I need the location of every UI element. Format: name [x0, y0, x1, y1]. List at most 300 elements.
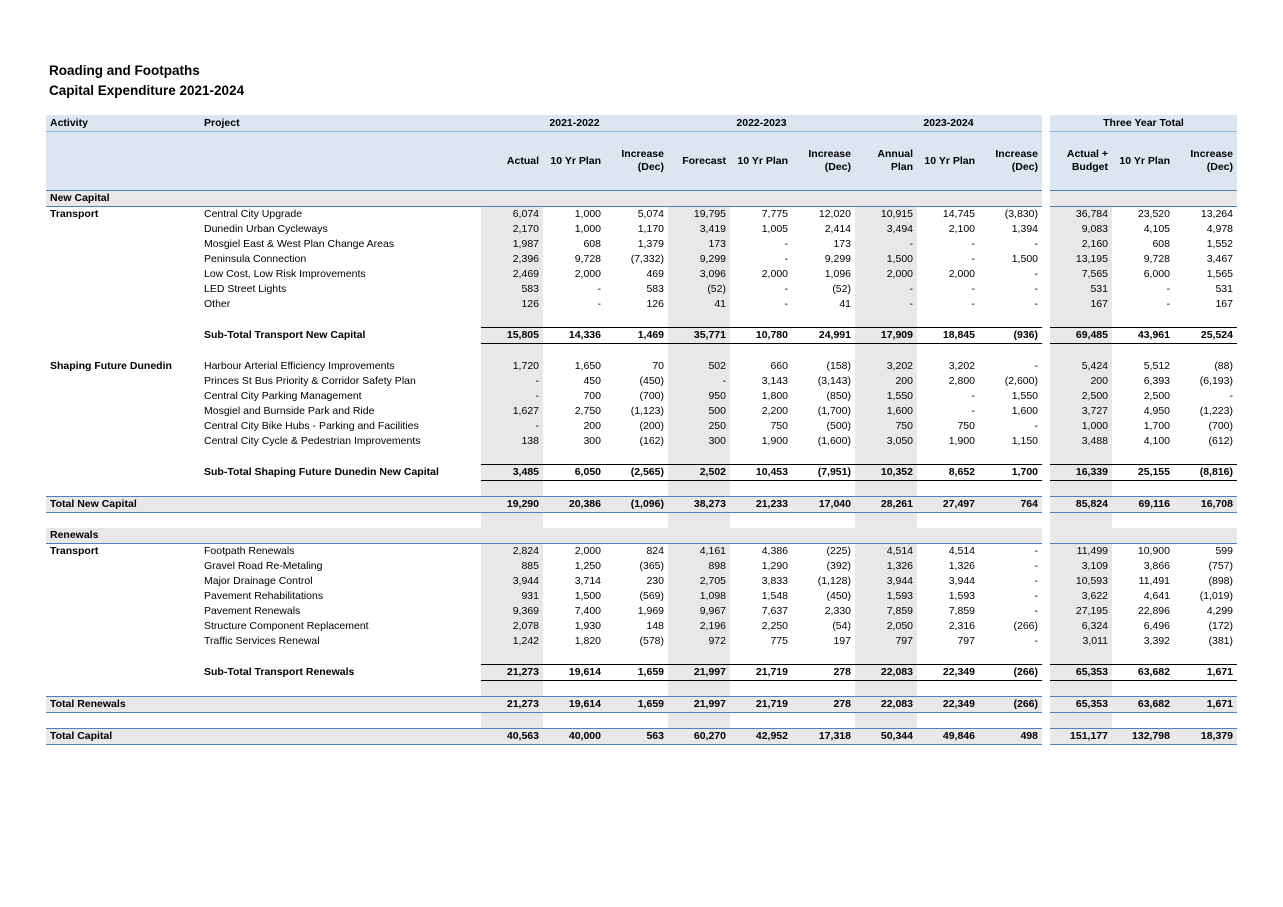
value-cell: 12,020: [818, 208, 851, 220]
value-cell: [1050, 513, 1112, 529]
value-cell: 41: [668, 297, 730, 312]
value-cell: 19,795: [668, 207, 730, 223]
project-row: [46, 544, 1237, 560]
value-cell: [855, 449, 917, 465]
value-cell: 3,866: [1143, 560, 1170, 572]
activity-cell: [46, 297, 200, 312]
value-cell: 1,700: [1143, 420, 1170, 432]
value-cell: 2,316: [948, 620, 975, 632]
project-row: [46, 297, 1237, 312]
value-cell: [917, 713, 979, 729]
value-cell: (52): [668, 282, 730, 297]
value-cell: [1174, 312, 1237, 328]
value-cell: (3,830): [1004, 208, 1038, 220]
value-cell: 1,969: [637, 605, 664, 617]
column-header: [1050, 132, 1112, 191]
value-cell: 7,565: [1050, 267, 1112, 282]
total-value: 21,273: [481, 697, 543, 713]
value-cell: [605, 344, 668, 360]
column-header-line: Increase: [995, 148, 1038, 160]
project-row: [46, 604, 1237, 619]
value-cell: 1,500: [1011, 253, 1038, 265]
value-cell: [1050, 312, 1112, 328]
spacer-row: [46, 481, 1237, 497]
project-name: LED Street Lights: [204, 283, 287, 295]
value-cell: (450): [639, 375, 664, 387]
value-cell: -: [784, 238, 788, 250]
value-cell: 300: [668, 434, 730, 449]
value-cell: 173: [833, 238, 851, 250]
total-value: (1,096): [605, 497, 668, 513]
value-cell: (266): [1013, 620, 1038, 632]
total-value: 40,000: [543, 729, 605, 745]
value-cell: [792, 513, 855, 529]
value-cell: [481, 513, 543, 529]
value-cell: [1174, 513, 1237, 529]
value-cell: 7,400: [574, 605, 601, 617]
value-cell: [792, 312, 855, 328]
section-label: New Capital: [46, 191, 1042, 207]
value-cell: (225): [826, 545, 851, 557]
value-cell: 2,000: [948, 268, 975, 280]
header-group-row: [46, 116, 1237, 132]
value-cell: [979, 649, 1042, 665]
activity-cell: [46, 374, 200, 389]
value-cell: -: [971, 238, 975, 250]
value-cell: 502: [668, 359, 730, 374]
value-cell: 1,720: [481, 359, 543, 374]
activity-cell: [46, 389, 200, 404]
value-cell: 11,499: [1050, 544, 1112, 560]
total-value: 18,379: [1174, 729, 1237, 745]
value-cell: (898): [1208, 575, 1233, 587]
value-cell: 250: [668, 419, 730, 434]
value-cell: -: [597, 283, 601, 295]
total-value: 50,344: [855, 729, 917, 745]
subtotal-label: Sub-Total Shaping Future Dunedin New Capital: [204, 466, 439, 478]
column-header: [1112, 132, 1174, 191]
project-row: [46, 222, 1237, 237]
value-cell: 27,195: [1050, 604, 1112, 619]
value-cell: 200: [1050, 374, 1112, 389]
value-cell: 3,011: [1050, 634, 1112, 649]
value-cell: -: [784, 283, 788, 295]
total-label: Total Capital: [46, 729, 481, 745]
total-value: 22,083: [855, 697, 917, 713]
value-cell: [1174, 481, 1237, 497]
value-cell: (757): [1208, 560, 1233, 572]
value-cell: 1,548: [761, 590, 788, 602]
value-cell: (88): [1214, 360, 1233, 372]
value-cell: -: [1034, 575, 1038, 587]
value-cell: 2,000: [761, 268, 788, 280]
column-header-line: Actual: [506, 154, 539, 167]
value-cell: 4,514: [855, 544, 917, 560]
value-cell: 5,074: [637, 208, 664, 220]
value-cell: 1,000: [574, 223, 601, 235]
value-cell: 6,074: [481, 207, 543, 223]
value-cell: [668, 513, 730, 529]
total-value: 1,671: [1174, 697, 1237, 713]
project-name: Peninsula Connection: [204, 253, 307, 265]
total-value: 20,386: [543, 497, 605, 513]
value-cell: -: [481, 419, 543, 434]
activity-cell: [46, 559, 200, 574]
value-cell: [605, 513, 668, 529]
value-cell: 972: [668, 634, 730, 649]
value-cell: 9,083: [1050, 222, 1112, 237]
value-cell: 10,593: [1050, 574, 1112, 589]
total-value: 19,290: [481, 497, 543, 513]
value-cell: 7,859: [948, 605, 975, 617]
total-label: Total New Capital: [46, 497, 481, 513]
value-cell: (700): [1208, 420, 1233, 432]
value-cell: 1,098: [668, 589, 730, 604]
project-name: Major Drainage Control: [204, 575, 313, 587]
value-cell: [979, 481, 1042, 497]
column-header: [730, 132, 792, 191]
value-cell: (200): [639, 420, 664, 432]
value-cell: [1174, 344, 1237, 360]
value-cell: 1,700: [979, 465, 1042, 481]
value-cell: (392): [826, 560, 851, 572]
value-cell: [1050, 481, 1112, 497]
value-cell: 4,386: [761, 545, 788, 557]
value-cell: 583: [646, 283, 664, 295]
value-cell: 2,396: [481, 252, 543, 267]
value-cell: 3,109: [1050, 559, 1112, 574]
total-value: 40,563: [481, 729, 543, 745]
total-value: 498: [979, 729, 1042, 745]
column-header-line: 10 Yr Plan: [924, 154, 975, 167]
value-cell: 7,859: [855, 604, 917, 619]
value-cell: 10,915: [855, 207, 917, 223]
value-cell: (3,143): [817, 375, 851, 387]
value-cell: [979, 681, 1042, 697]
value-cell: [1050, 713, 1112, 729]
section-header-row: [46, 191, 1237, 207]
value-cell: [1050, 649, 1112, 665]
total-value: 151,177: [1050, 729, 1112, 745]
spacer-row: [46, 649, 1237, 665]
value-cell: -: [1034, 420, 1038, 432]
total-value: 764: [979, 497, 1042, 513]
value-cell: 25,524: [1174, 328, 1237, 344]
value-cell: 6,496: [1143, 620, 1170, 632]
value-cell: 11,491: [1138, 575, 1170, 587]
value-cell: 1,650: [574, 360, 601, 372]
activity-cell: [46, 589, 200, 604]
value-cell: [481, 481, 543, 497]
value-cell: 750: [770, 420, 788, 432]
value-cell: (569): [639, 590, 664, 602]
total-value: 16,708: [1174, 497, 1237, 513]
value-cell: 8,652: [917, 465, 979, 481]
total-value: 69,116: [1112, 497, 1174, 513]
value-cell: 750: [855, 419, 917, 434]
total-row: [46, 497, 1237, 513]
value-cell: 608: [583, 238, 601, 250]
value-cell: 1,659: [605, 665, 668, 681]
activity-cell: Transport: [50, 545, 99, 557]
value-cell: -: [855, 282, 917, 297]
value-cell: [792, 481, 855, 497]
total-row: [46, 697, 1237, 713]
value-cell: [543, 312, 605, 328]
value-cell: [730, 312, 792, 328]
value-cell: [605, 312, 668, 328]
total-row: [46, 729, 1237, 745]
value-cell: [730, 481, 792, 497]
value-cell: -: [971, 283, 975, 295]
value-cell: [855, 481, 917, 497]
value-cell: 1,005: [761, 223, 788, 235]
value-cell: 10,900: [1137, 545, 1170, 557]
total-value: 22,349: [917, 697, 979, 713]
value-cell: 2,160: [1050, 237, 1112, 252]
column-header-line: Budget: [1071, 161, 1108, 173]
project-name: Central City Upgrade: [204, 208, 303, 220]
value-cell: [917, 649, 979, 665]
value-cell: (52): [832, 283, 851, 295]
value-cell: 25,155: [1112, 465, 1174, 481]
value-cell: 1,242: [481, 634, 543, 649]
value-cell: 9,728: [1143, 253, 1170, 265]
value-cell: [1050, 681, 1112, 697]
value-cell: [979, 344, 1042, 360]
value-cell: (1,019): [1199, 590, 1233, 602]
project-name: Central City Bike Hubs - Parking and Facilities: [204, 420, 419, 432]
column-header: [917, 132, 979, 191]
value-cell: 5,424: [1050, 359, 1112, 374]
value-cell: [668, 681, 730, 697]
value-cell: [1112, 344, 1174, 360]
value-cell: 10,453: [730, 465, 792, 481]
value-cell: [1112, 481, 1174, 497]
section-band: [1050, 528, 1237, 544]
activity-cell: [46, 434, 200, 449]
value-cell: -: [1034, 268, 1038, 280]
project-row: [46, 634, 1237, 649]
value-cell: [917, 344, 979, 360]
value-cell: 3,944: [948, 575, 975, 587]
total-value: 49,846: [917, 729, 979, 745]
value-cell: 1,500: [855, 252, 917, 267]
value-cell: 7,775: [761, 208, 788, 220]
value-cell: 43,961: [1112, 328, 1174, 344]
value-cell: 1,987: [481, 237, 543, 252]
value-cell: 1,326: [948, 560, 975, 572]
value-cell: 2,824: [481, 544, 543, 560]
group-header-three-year-total: Three Year Total: [1050, 116, 1237, 132]
value-cell: 3,944: [481, 574, 543, 589]
value-cell: 2,502: [668, 465, 730, 481]
value-cell: 22,083: [855, 665, 917, 681]
project-row: [46, 267, 1237, 282]
value-cell: -: [1166, 283, 1170, 295]
value-cell: [792, 713, 855, 729]
subtotal-row: [46, 465, 1237, 481]
column-header-line: (Dec): [1011, 161, 1038, 173]
value-cell: (1,223): [1199, 405, 1233, 417]
group-header-2023-2024: 2023-2024: [855, 116, 1042, 132]
column-header-line: 10 Yr Plan: [737, 154, 788, 167]
value-cell: 531: [1215, 283, 1233, 295]
value-cell: 3,727: [1050, 404, 1112, 419]
value-cell: [979, 713, 1042, 729]
value-cell: 797: [957, 635, 975, 647]
value-cell: 22,896: [1137, 605, 1170, 617]
value-cell: (6,193): [1199, 375, 1233, 387]
value-cell: -: [1034, 560, 1038, 572]
value-cell: 1,593: [855, 589, 917, 604]
value-cell: [979, 513, 1042, 529]
group-header-2021-2022: 2021-2022: [481, 116, 668, 132]
project-row: [46, 252, 1237, 267]
value-cell: 70: [652, 360, 664, 372]
value-cell: 2,705: [668, 574, 730, 589]
value-cell: (850): [826, 390, 851, 402]
value-cell: -: [971, 405, 975, 417]
value-cell: 21,273: [481, 665, 543, 681]
column-header: [792, 132, 855, 191]
value-cell: [855, 344, 917, 360]
value-cell: (266): [979, 665, 1042, 681]
value-cell: 6,324: [1050, 619, 1112, 634]
section-label: Renewals: [46, 528, 1042, 544]
section-band: [1050, 191, 1237, 207]
project-name: Central City Cycle & Pedestrian Improvements: [204, 435, 421, 447]
value-cell: 2,200: [761, 405, 788, 417]
column-header: [605, 132, 668, 191]
value-cell: [668, 481, 730, 497]
value-cell: [605, 449, 668, 465]
value-cell: (172): [1208, 620, 1233, 632]
value-cell: [792, 681, 855, 697]
value-cell: 1,379: [637, 238, 664, 250]
value-cell: 3,392: [1143, 635, 1170, 647]
value-cell: 1,627: [481, 404, 543, 419]
activity-cell: [46, 237, 200, 252]
spacer-row: [46, 681, 1237, 697]
total-value: 38,273: [668, 497, 730, 513]
activity-cell: Shaping Future Dunedin: [50, 360, 172, 372]
project-name: Gravel Road Re-Metaling: [204, 560, 323, 572]
activity-cell: [46, 465, 200, 481]
value-cell: 7,637: [761, 605, 788, 617]
total-value: 1,659: [605, 697, 668, 713]
total-value: 21,997: [668, 697, 730, 713]
total-value: 63,682: [1112, 697, 1174, 713]
value-cell: -: [784, 253, 788, 265]
value-cell: 3,833: [761, 575, 788, 587]
value-cell: 2,000: [855, 267, 917, 282]
value-cell: (162): [639, 435, 664, 447]
value-cell: (936): [979, 328, 1042, 344]
project-name: Traffic Services Renewal: [204, 635, 320, 647]
total-value: 21,233: [730, 497, 792, 513]
value-cell: [979, 312, 1042, 328]
value-cell: 4,950: [1143, 405, 1170, 417]
value-cell: (158): [826, 360, 851, 372]
value-cell: [855, 513, 917, 529]
value-cell: 9,299: [824, 253, 851, 265]
value-cell: 2,050: [855, 619, 917, 634]
column-header: [481, 132, 543, 191]
value-cell: 2,170: [481, 222, 543, 237]
value-cell: 750: [957, 420, 975, 432]
value-cell: 22,349: [917, 665, 979, 681]
value-cell: (700): [639, 390, 664, 402]
project-name: Footpath Renewals: [204, 545, 295, 557]
value-cell: [543, 449, 605, 465]
value-cell: 3,622: [1050, 589, 1112, 604]
value-cell: 2,500: [1143, 390, 1170, 402]
value-cell: 1,469: [605, 328, 668, 344]
project-name: Dunedin Urban Cycleways: [204, 223, 328, 235]
value-cell: [481, 312, 543, 328]
value-cell: 700: [583, 390, 601, 402]
value-cell: [855, 681, 917, 697]
value-cell: [917, 481, 979, 497]
value-cell: 2,000: [574, 268, 601, 280]
value-cell: 1,600: [855, 404, 917, 419]
activity-cell: [46, 267, 200, 282]
value-cell: [605, 649, 668, 665]
value-cell: 3,944: [855, 574, 917, 589]
value-cell: [1174, 449, 1237, 465]
total-value: 132,798: [1112, 729, 1174, 745]
value-cell: 4,100: [1143, 435, 1170, 447]
project-name: Mosgiel East & West Plan Change Areas: [204, 238, 395, 250]
value-cell: [1050, 344, 1112, 360]
value-cell: -: [597, 298, 601, 310]
value-cell: (54): [832, 620, 851, 632]
value-cell: [543, 713, 605, 729]
value-cell: 4,514: [948, 545, 975, 557]
project-row: [46, 589, 1237, 604]
value-cell: [1174, 681, 1237, 697]
value-cell: 4,161: [668, 544, 730, 560]
value-cell: 16,339: [1050, 465, 1112, 481]
value-cell: 10,352: [855, 465, 917, 481]
value-cell: -: [481, 389, 543, 404]
value-cell: (1,123): [630, 405, 664, 417]
value-cell: 1,600: [1011, 405, 1038, 417]
value-cell: (365): [639, 560, 664, 572]
value-cell: [668, 449, 730, 465]
value-cell: 18,845: [917, 328, 979, 344]
value-cell: 1,326: [855, 559, 917, 574]
activity-cell: [46, 604, 200, 619]
value-cell: 950: [668, 389, 730, 404]
project-name: Princes St Bus Priority & Corridor Safety Plan: [204, 375, 416, 387]
column-header: [979, 132, 1042, 191]
spacer-row: [46, 312, 1237, 328]
activity-cell: [46, 619, 200, 634]
value-cell: [543, 344, 605, 360]
value-cell: 2,078: [481, 619, 543, 634]
value-cell: 19,614: [543, 665, 605, 681]
value-cell: 1,552: [1206, 238, 1233, 250]
value-cell: [1112, 449, 1174, 465]
column-header-line: 10 Yr Plan: [550, 154, 601, 167]
value-cell: 1,800: [761, 390, 788, 402]
value-cell: 797: [855, 634, 917, 649]
value-cell: 9,728: [574, 253, 601, 265]
column-header-line: (Dec): [1206, 161, 1233, 173]
value-cell: [1174, 649, 1237, 665]
